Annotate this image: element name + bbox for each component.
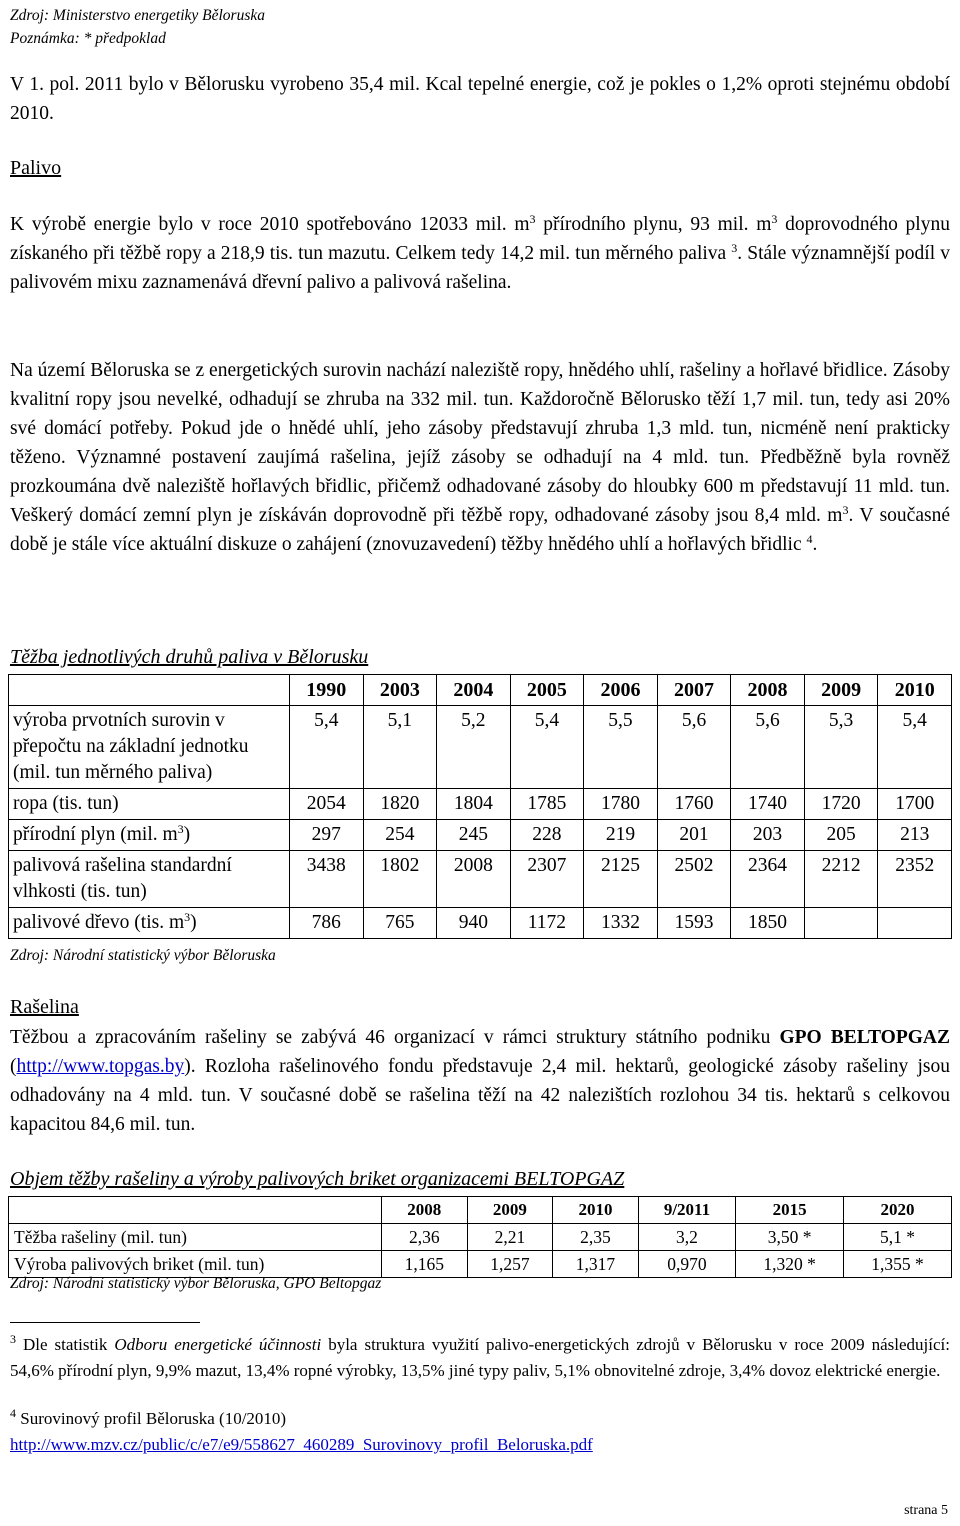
year-header: 2003 bbox=[363, 675, 437, 706]
table-row bbox=[9, 1224, 952, 1251]
value-cell: 5,6 bbox=[657, 706, 731, 789]
value-cell: 1332 bbox=[584, 908, 658, 939]
table1-source: Zdroj: Národní statistický výbor Běloruska bbox=[10, 947, 276, 964]
year-header: 2010 bbox=[878, 675, 952, 706]
value-cell: 5,2 bbox=[437, 706, 511, 789]
value-cell: 2307 bbox=[510, 851, 584, 908]
value-cell: 1,317 bbox=[553, 1251, 639, 1278]
row-label: Těžba rašeliny (mil. tun) bbox=[9, 1224, 382, 1251]
paragraph-peat: Těžbou a zpracováním rašeliny se zabývá 46 organizací v rámci struktury státního podniku GPO BELTOPGAZ (http://www.topgas.by). Rozloha rašelinového fondu představuje 2,4 mil. hektarů, geologické zásoby rašeliny jsou odhadovány na 4 mld. tun. V současné době se rašelina těží na 42 nalezištích rozlohou 34 tis. hektarů s celkovou kapacitou 84,6 mil. tun. bbox=[10, 1027, 951, 1135]
value-cell: 1593 bbox=[657, 908, 731, 939]
value-cell: 786 bbox=[290, 908, 364, 939]
value-cell: 1172 bbox=[510, 908, 584, 939]
value-cell: 297 bbox=[290, 820, 364, 851]
value-cell: 1,355 * bbox=[844, 1251, 952, 1278]
paragraph-fuel: K výrobě energie bylo v roce 2010 spotřebováno 12033 mil. $m^3$ přírodního plynu, 93 mil. $m^3$ doprovodného plynu získaného při těžbě ropy a 218,9 tis. tun mazutu. Celkem tedy 14,2 mil. tun měrného paliva $^3$. Stále významnější podíl v palivovém mixu zaznamenává dřevní palivo a palivová rašelina. bbox=[10, 212, 950, 293]
value-cell: 1780 bbox=[584, 789, 658, 820]
year-header: 2009 bbox=[467, 1197, 553, 1224]
year-header: 2007 bbox=[657, 675, 731, 706]
value-cell: 219 bbox=[584, 820, 658, 851]
row-label: přírodní plyn (mil. $m^3$) bbox=[9, 820, 290, 851]
value-cell: 2502 bbox=[657, 851, 731, 908]
footnote-4: $^4$ Surovinový profil Běloruska (10/2010) http://www.mzv.cz/public/c/e7/e9/558627_460289_Surovinovy_profil_Beloruska.pdf bbox=[10, 1406, 593, 1454]
footnote-divider bbox=[10, 1322, 200, 1323]
section-heading-raselina: Rašelina bbox=[10, 996, 79, 1018]
row-label: ropa (tis. tun) bbox=[9, 789, 290, 820]
year-header: 2010 bbox=[553, 1197, 639, 1224]
value-cell: 1740 bbox=[731, 789, 805, 820]
year-header: 2008 bbox=[731, 675, 805, 706]
paragraph-production: V 1. pol. 2011 bylo v Bělorusku vyrobeno 35,4 mil. Kcal tepelné energie, což je pokles o 1,2% oproti stejnému období 2010. bbox=[10, 74, 950, 124]
row-label: výroba prvotních surovin v přepočtu na základní jednotku (mil. tun měrného paliva) bbox=[9, 706, 290, 789]
value-cell: 254 bbox=[363, 820, 437, 851]
page-number: strana 5 bbox=[904, 1503, 948, 1518]
value-cell: 205 bbox=[804, 820, 878, 851]
year-header: 2020 bbox=[844, 1197, 952, 1224]
value-cell: 2,36 bbox=[382, 1224, 468, 1251]
year-header: 2015 bbox=[736, 1197, 844, 1224]
value-cell: 5,4 bbox=[878, 706, 952, 789]
value-cell: 1850 bbox=[731, 908, 805, 939]
table-row bbox=[9, 789, 952, 820]
corner-cell bbox=[9, 1197, 382, 1224]
value-cell: 765 bbox=[363, 908, 437, 939]
value-cell bbox=[878, 908, 952, 939]
value-cell: 940 bbox=[437, 908, 511, 939]
paragraph-resources: Na území Běloruska se z energetických surovin nachází naleziště ropy, hnědého uhlí, rašeliny a hořlavé břidlice. Zásoby kvalitní ropy jsou nevelké, odhadují se zhruba na 332 mil. tun. Každoročně Bělorusko těží 1,7 mil. tun, tedy asi 20% své domácí potřeby. Pokud jde o hnědé uhlí, jeho zásoby představují zhruba 1,3 mld. tun, nicméně není prakticky těženo. Významné postavení zaujímá rašelina, jejíž zásoby se odhadují na 4 mld. tun. Předběžně byla rovněž prozkoumána dvě naleziště hořlavých břidlic, přičemž odhadované zásoby do hloubky 600 m představují 11 mld. tun. Veškerý domácí zemní plyn je získáván doprovodně při těžbě ropy, odhadované zásoby jsou 8,4 mld. $m^3$. V současné době je stále více aktuální diskuze o zahájení (znovuzavedení) těžby hnědého uhlí a hořlavých břidlic $^4$. bbox=[10, 360, 950, 555]
fuel-extraction-table bbox=[8, 674, 952, 939]
value-cell: 245 bbox=[437, 820, 511, 851]
table-row bbox=[9, 820, 952, 851]
value-cell: 5,1 * bbox=[844, 1224, 952, 1251]
year-header: 2009 bbox=[804, 675, 878, 706]
company-name: GPO BELTOPGAZ bbox=[779, 1027, 951, 1048]
table-row bbox=[9, 851, 952, 908]
source-note bbox=[10, 4, 265, 50]
value-cell: 3,2 bbox=[638, 1224, 735, 1251]
peat-table bbox=[8, 1196, 952, 1278]
value-cell: 1,257 bbox=[467, 1251, 553, 1278]
value-cell: 2008 bbox=[437, 851, 511, 908]
value-cell: 1,165 bbox=[382, 1251, 468, 1278]
year-header: 2008 bbox=[382, 1197, 468, 1224]
value-cell: 201 bbox=[657, 820, 731, 851]
value-cell: 3,50 * bbox=[736, 1224, 844, 1251]
value-cell: 2125 bbox=[584, 851, 658, 908]
value-cell: 1802 bbox=[363, 851, 437, 908]
value-cell: 1700 bbox=[878, 789, 952, 820]
value-cell: 2352 bbox=[878, 851, 952, 908]
value-cell: 5,5 bbox=[584, 706, 658, 789]
value-cell: 2054 bbox=[290, 789, 364, 820]
mzv-link[interactable]: http://www.mzv.cz/public/c/e7/e9/558627_460289_Surovinovy_profil_Beloruska.pdf bbox=[10, 1435, 593, 1454]
corner-cell bbox=[9, 675, 290, 706]
table2-source: Zdroj: Národní statistický výbor Běloruska, GPO Beltopgaz bbox=[10, 1275, 382, 1292]
table1-title: Těžba jednotlivých druhů paliva v Bělorusku bbox=[10, 646, 369, 668]
value-cell: 1760 bbox=[657, 789, 731, 820]
value-cell: 2212 bbox=[804, 851, 878, 908]
year-header: 2006 bbox=[584, 675, 658, 706]
value-cell: 5,3 bbox=[804, 706, 878, 789]
value-cell: 5,4 bbox=[510, 706, 584, 789]
value-cell: 1804 bbox=[437, 789, 511, 820]
topgas-link[interactable]: http://www.topgas.by bbox=[16, 1056, 185, 1077]
table-row bbox=[9, 908, 952, 939]
year-header: 9/2011 bbox=[638, 1197, 735, 1224]
value-cell: 2,35 bbox=[553, 1224, 639, 1251]
footnote-3: $^3$ Dle statistik Odboru energetické účinnosti byla struktura využití palivo-energetických zdrojů v Bělorusku v roce 2009 následující: 54,6% přírodní plyn, 9,9% mazut, 13,4% ropné výrobky, 13,5% jiné typy paliv, 5,1% obnovitelné zdroje, 3,4% dovoz elektrické energie. bbox=[10, 1332, 950, 1380]
value-cell: 1,320 * bbox=[736, 1251, 844, 1278]
value-cell: 1720 bbox=[804, 789, 878, 820]
source-line: Zdroj: Ministerstvo energetiky Běloruska bbox=[10, 7, 265, 24]
section-heading-palivo: Palivo bbox=[10, 157, 62, 179]
value-cell: 2,21 bbox=[467, 1224, 553, 1251]
table-row bbox=[9, 1251, 952, 1278]
value-cell: 2364 bbox=[731, 851, 805, 908]
year-header: 2005 bbox=[510, 675, 584, 706]
row-label: palivové dřevo (tis. $m^3$) bbox=[9, 908, 290, 939]
year-header: 2004 bbox=[437, 675, 511, 706]
value-cell: 1785 bbox=[510, 789, 584, 820]
value-cell: 3438 bbox=[290, 851, 364, 908]
value-cell: 203 bbox=[731, 820, 805, 851]
year-header: 1990 bbox=[290, 675, 364, 706]
table-row bbox=[9, 706, 952, 789]
note-line: Poznámka: * předpoklad bbox=[10, 30, 166, 47]
value-cell: 0,970 bbox=[638, 1251, 735, 1278]
row-label: palivová rašelina standardní vlhkosti (tis. tun) bbox=[9, 851, 290, 908]
row-label: Výroba palivových briket (mil. tun) bbox=[9, 1251, 382, 1278]
value-cell: 5,4 bbox=[290, 706, 364, 789]
table-header-row bbox=[9, 675, 952, 706]
value-cell: 5,1 bbox=[363, 706, 437, 789]
value-cell bbox=[804, 908, 878, 939]
table2-title: Objem těžby rašeliny a výroby palivových briket organizacemi BELTOPGAZ bbox=[10, 1168, 625, 1190]
table-header-row bbox=[9, 1197, 952, 1224]
value-cell: 5,6 bbox=[731, 706, 805, 789]
value-cell: 228 bbox=[510, 820, 584, 851]
value-cell: 1820 bbox=[363, 789, 437, 820]
value-cell: 213 bbox=[878, 820, 952, 851]
